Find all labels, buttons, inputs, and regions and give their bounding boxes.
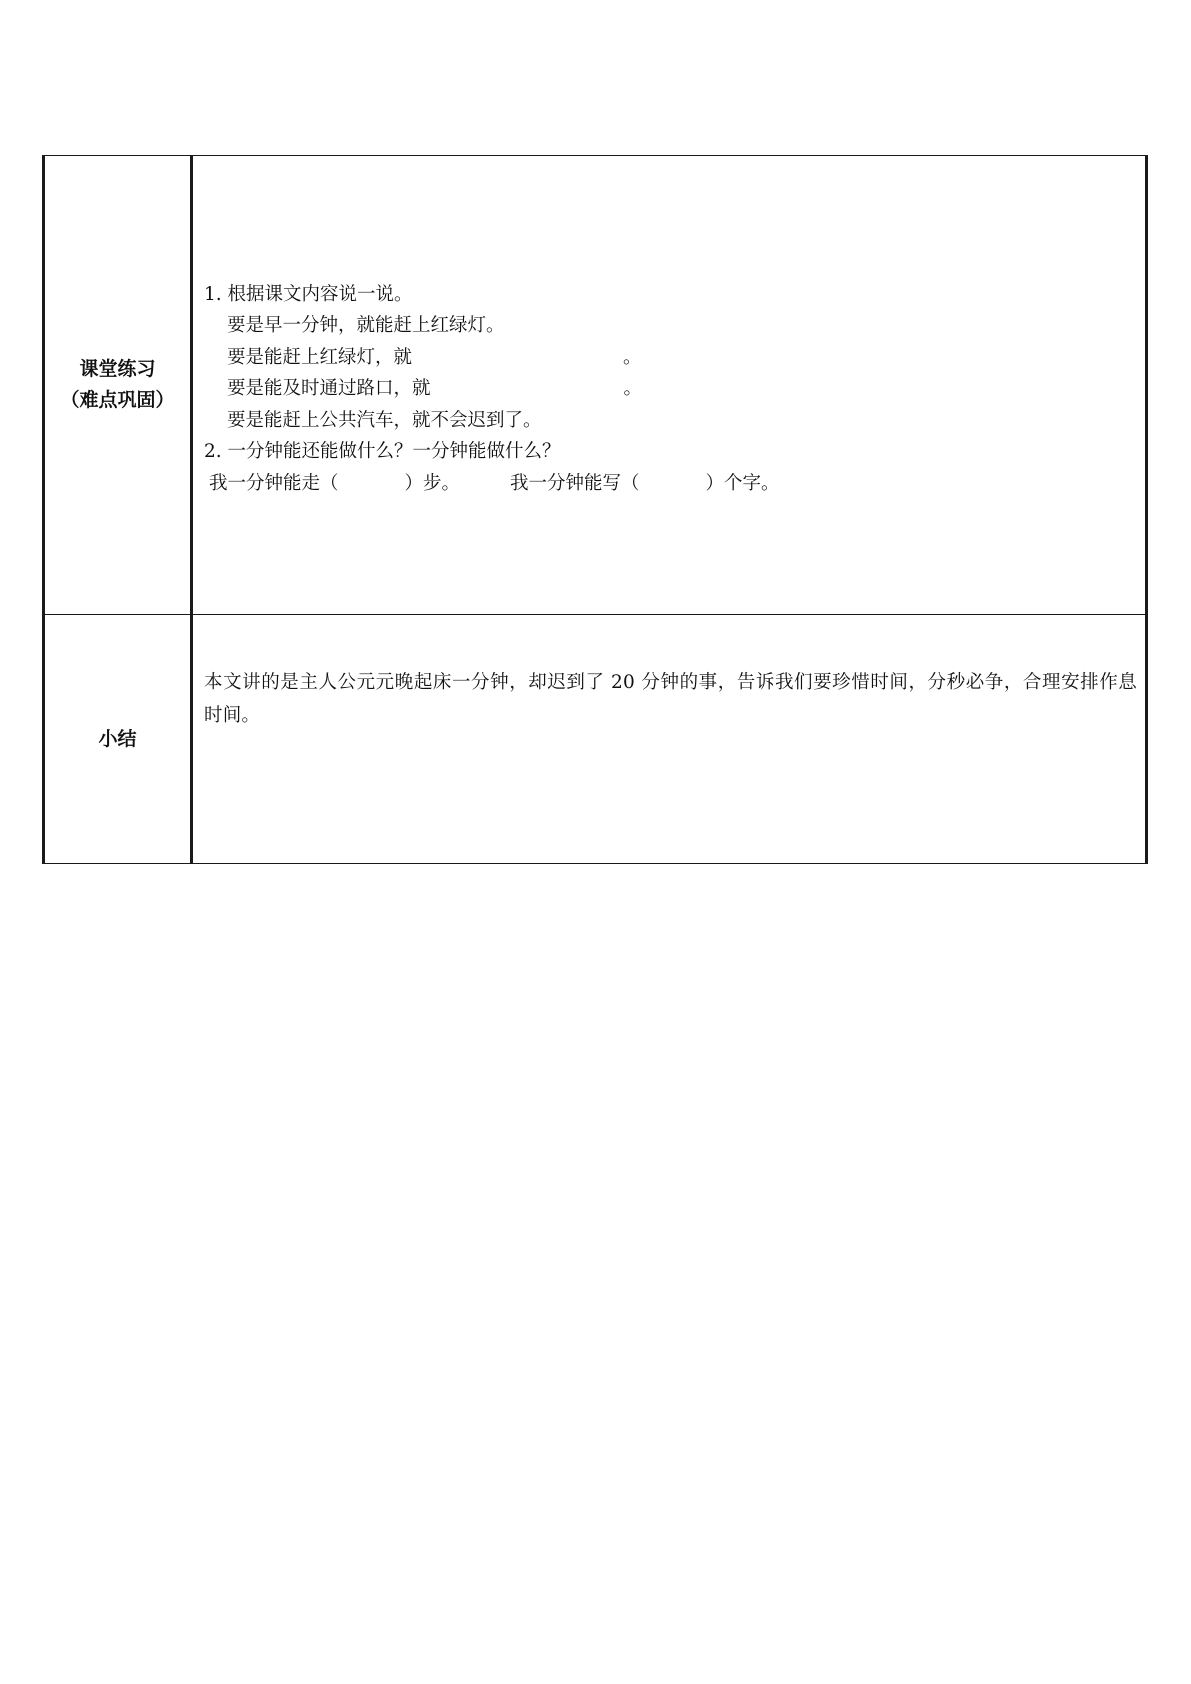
summary-text: 本文讲的是主人公元元晚起床一分钟，却迟到了 20 分钟的事，告诉我们要珍惜时间，分秒必争，合理安排作息时间。 [204,672,1137,726]
question-1-line-2-prefix: 要是能赶上红绿灯，就 [227,346,413,368]
walk-suffix: ）步。 [404,472,461,494]
table-row-summary [44,615,1147,864]
question-1-title: 1. 根据课文内容说一说。 [204,283,413,305]
question-1-line-3-prefix: 要是能及时通过路口，就 [227,378,431,400]
question-1-line-3 [204,373,1137,405]
question-1-line-2-end: 。 [623,346,642,368]
question-2-answers [204,468,1137,500]
table-row-exercise [44,156,1147,615]
question-1-line-4: 要是能赶上公共汽车，就不会迟到了。 [227,409,542,431]
question-1-line-1: 要是早一分钟，就能赶上红绿灯。 [227,315,505,337]
exercise-content [192,156,1147,615]
row-label-exercise [44,156,192,615]
row-label-summary: 小结 [44,615,192,864]
lesson-table [42,155,1148,864]
write-prefix: 我一分钟能写（ [510,472,640,494]
question-1-line-3-end: 。 [623,378,643,400]
label-exercise-title: 课堂练习 [79,358,156,380]
question-2-title: 2. 一分钟能还能做什么？一分钟能做什么？ [204,441,561,463]
question-1-line-2 [204,342,1137,374]
write-suffix: ）个字。 [705,472,780,494]
label-exercise-subtitle: （难点巩固） [60,389,175,411]
walk-prefix: 我一分钟能走（ [209,472,339,494]
summary-content [192,615,1147,864]
